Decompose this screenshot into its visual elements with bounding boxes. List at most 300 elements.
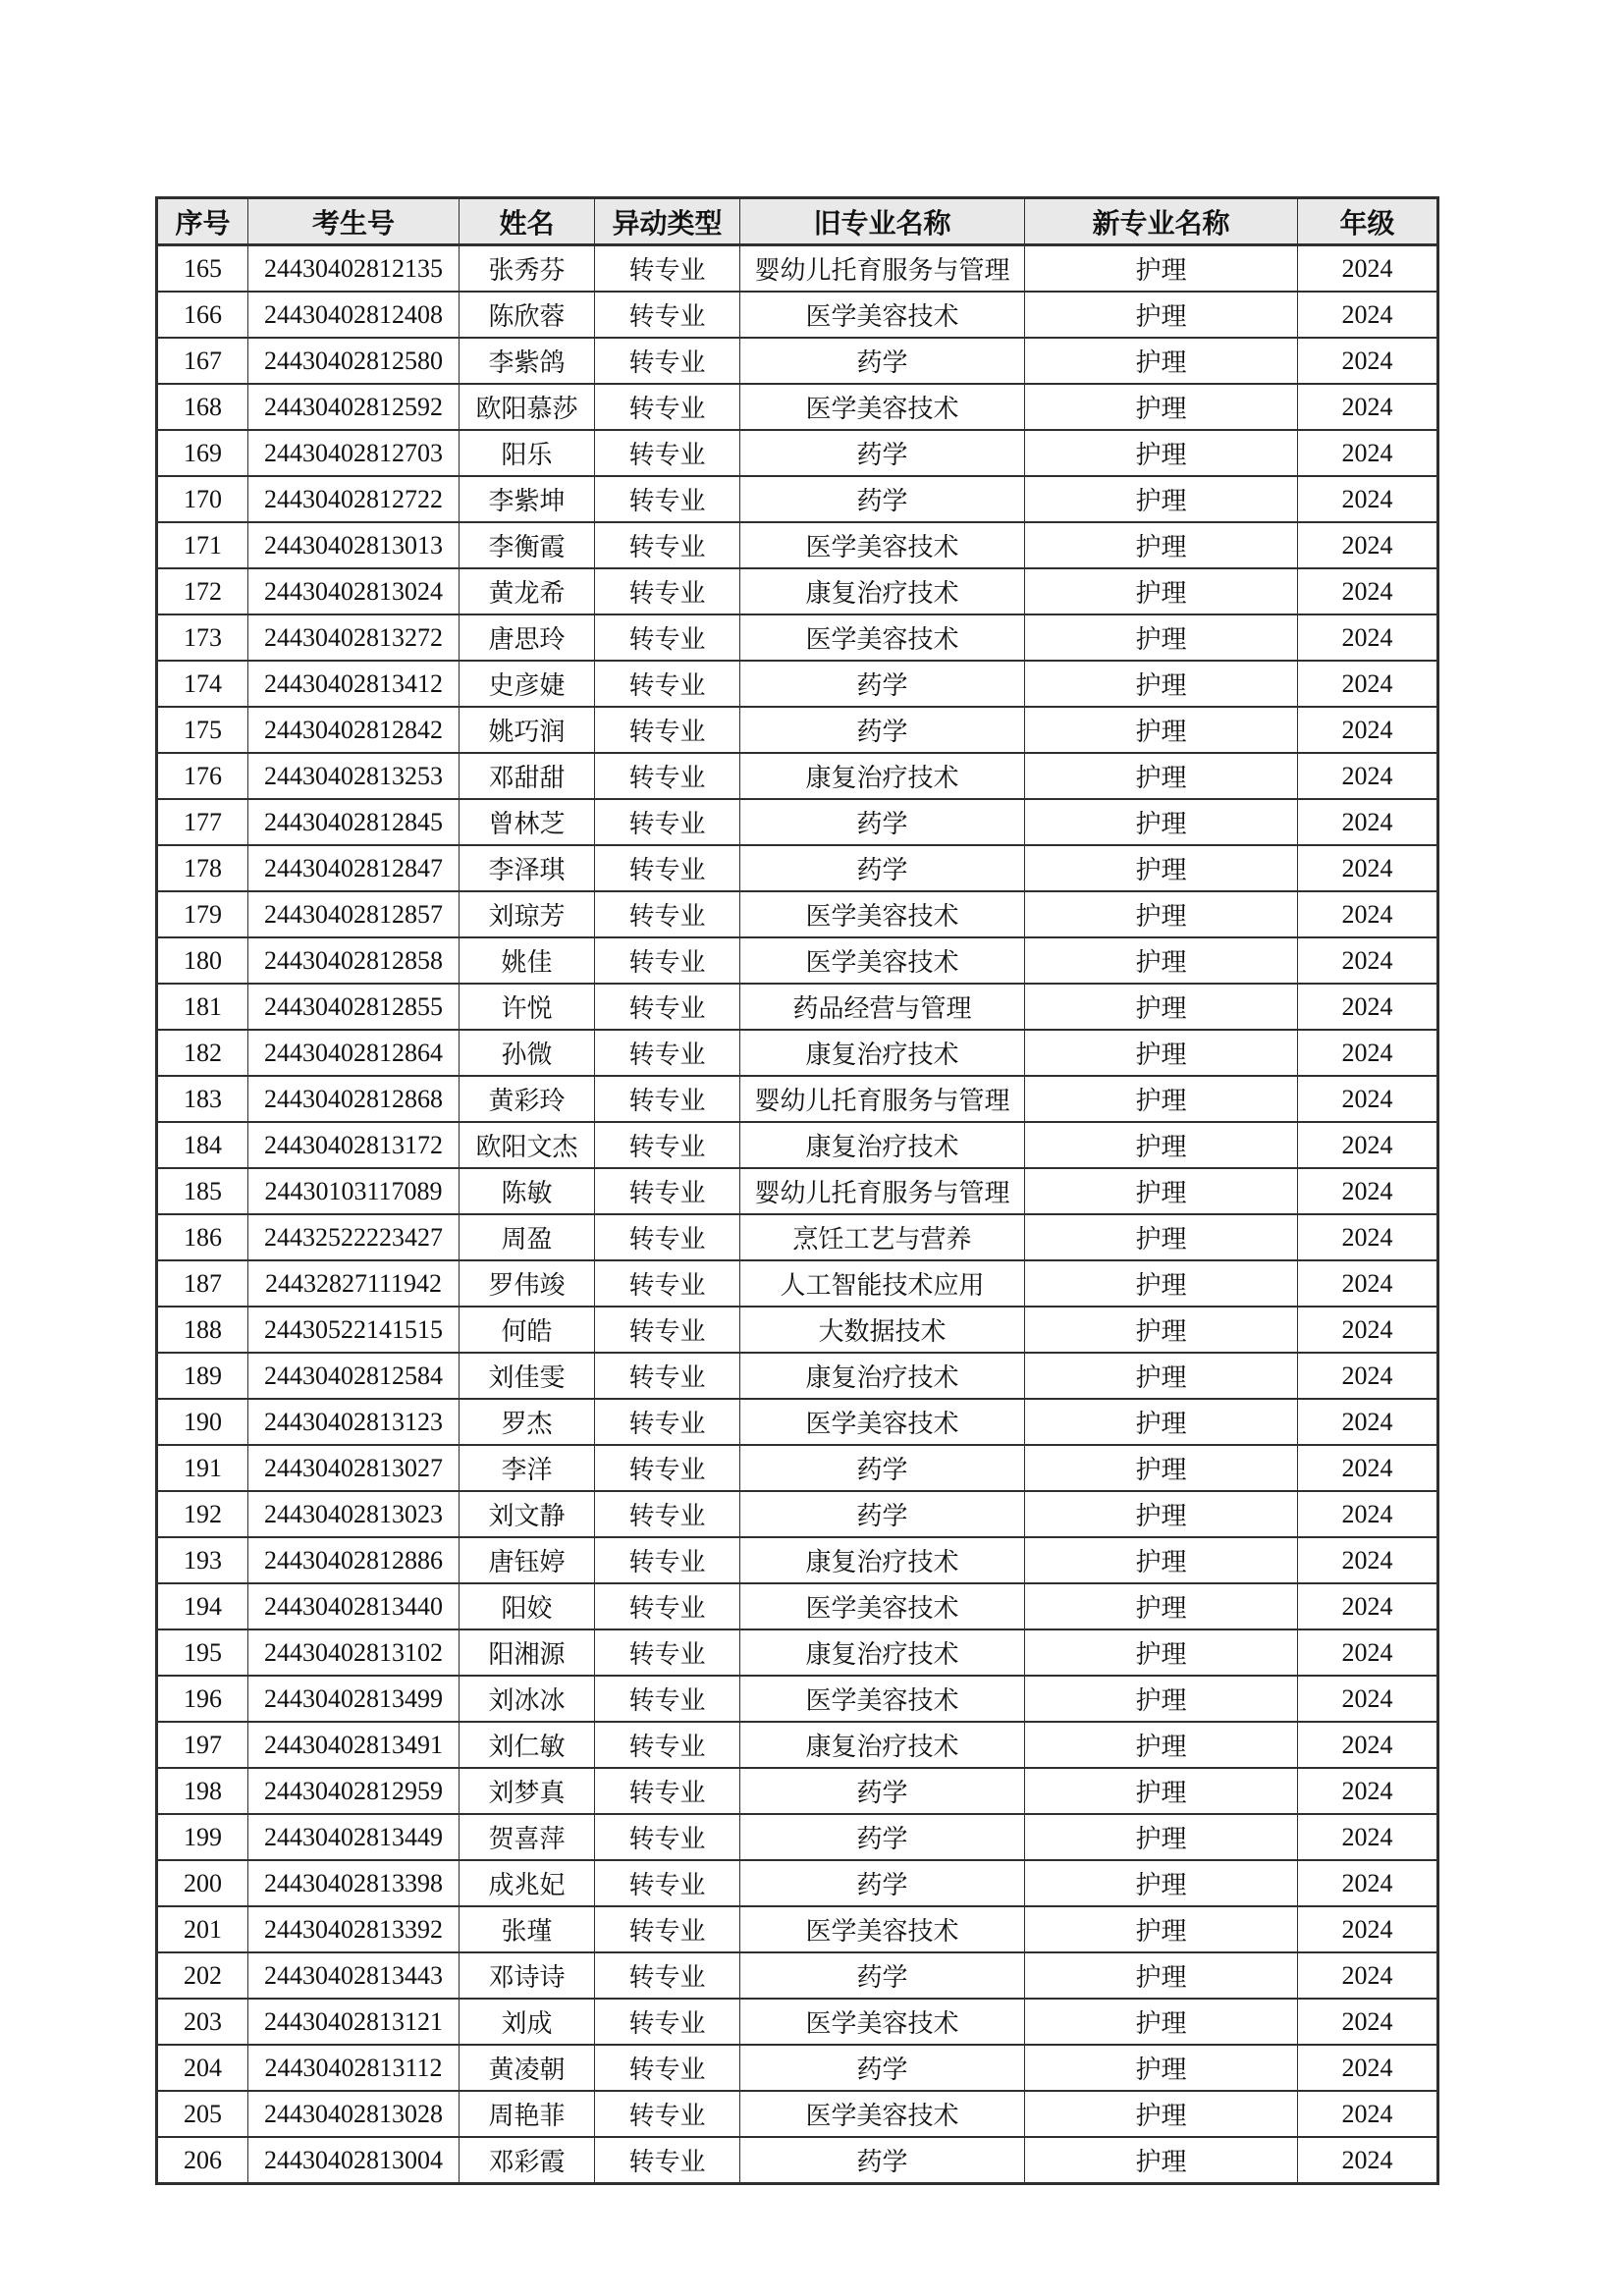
cell-change-type: 转专业 [595, 1906, 740, 1952]
cell-exam-id: 24430402812847 [248, 845, 460, 891]
cell-change-type: 转专业 [595, 2045, 740, 2091]
cell-grade: 2024 [1298, 1537, 1438, 1583]
cell-name: 周盈 [460, 1214, 595, 1260]
cell-change-type: 转专业 [595, 1860, 740, 1906]
cell-change-type: 转专业 [595, 891, 740, 937]
cell-change-type: 转专业 [595, 1537, 740, 1583]
cell-grade: 2024 [1298, 1445, 1438, 1491]
cell-new-major: 护理 [1025, 1214, 1298, 1260]
table-row [157, 661, 1438, 707]
cell-new-major: 护理 [1025, 292, 1298, 338]
table-row [157, 614, 1438, 661]
cell-change-type: 转专业 [595, 1030, 740, 1076]
cell-name: 李泽琪 [460, 845, 595, 891]
cell-index: 197 [157, 1722, 248, 1768]
cell-new-major: 护理 [1025, 568, 1298, 614]
table-header [157, 198, 1438, 245]
cell-new-major: 护理 [1025, 338, 1298, 384]
cell-change-type: 转专业 [595, 614, 740, 661]
table-row [157, 476, 1438, 522]
cell-exam-id: 24430402812886 [248, 1537, 460, 1583]
cell-exam-id: 24430402813398 [248, 1860, 460, 1906]
cell-change-type: 转专业 [595, 1168, 740, 1214]
cell-new-major: 护理 [1025, 430, 1298, 476]
cell-index: 169 [157, 430, 248, 476]
cell-change-type: 转专业 [595, 2137, 740, 2184]
cell-exam-id: 24430402812864 [248, 1030, 460, 1076]
cell-name: 曾林芝 [460, 799, 595, 845]
cell-grade: 2024 [1298, 1030, 1438, 1076]
table-row [157, 1491, 1438, 1537]
cell-old-major: 婴幼儿托育服务与管理 [740, 1168, 1025, 1214]
cell-index: 167 [157, 338, 248, 384]
cell-exam-id: 24430402813028 [248, 2091, 460, 2137]
cell-grade: 2024 [1298, 799, 1438, 845]
cell-old-major: 婴幼儿托育服务与管理 [740, 1076, 1025, 1122]
cell-index: 178 [157, 845, 248, 891]
cell-name: 刘仁敏 [460, 1722, 595, 1768]
cell-name: 刘梦真 [460, 1768, 595, 1814]
cell-name: 姚巧润 [460, 707, 595, 753]
column-header-exam-id: 考生号 [248, 198, 460, 245]
cell-change-type: 转专业 [595, 245, 740, 293]
cell-old-major: 药学 [740, 1445, 1025, 1491]
cell-name: 李衡霞 [460, 522, 595, 568]
cell-name: 刘文静 [460, 1491, 595, 1537]
cell-index: 193 [157, 1537, 248, 1583]
cell-old-major: 药学 [740, 661, 1025, 707]
cell-index: 198 [157, 1768, 248, 1814]
cell-new-major: 护理 [1025, 753, 1298, 799]
cell-new-major: 护理 [1025, 1676, 1298, 1722]
cell-change-type: 转专业 [595, 1214, 740, 1260]
table-row [157, 1860, 1438, 1906]
cell-index: 194 [157, 1583, 248, 1629]
cell-new-major: 护理 [1025, 1491, 1298, 1537]
cell-index: 179 [157, 891, 248, 937]
cell-change-type: 转专业 [595, 384, 740, 430]
cell-new-major: 护理 [1025, 1722, 1298, 1768]
cell-name: 阳乐 [460, 430, 595, 476]
cell-exam-id: 24430402812858 [248, 937, 460, 984]
cell-old-major: 康复治疗技术 [740, 1353, 1025, 1399]
cell-exam-id: 24430402813272 [248, 614, 460, 661]
table-row [157, 338, 1438, 384]
cell-new-major: 护理 [1025, 1999, 1298, 2045]
cell-name: 陈欣蓉 [460, 292, 595, 338]
cell-exam-id: 24430402813253 [248, 753, 460, 799]
cell-old-major: 药学 [740, 430, 1025, 476]
cell-grade: 2024 [1298, 1722, 1438, 1768]
cell-name: 阳姣 [460, 1583, 595, 1629]
cell-old-major: 医学美容技术 [740, 1399, 1025, 1445]
cell-index: 183 [157, 1076, 248, 1122]
cell-index: 171 [157, 522, 248, 568]
cell-change-type: 转专业 [595, 292, 740, 338]
cell-grade: 2024 [1298, 1399, 1438, 1445]
cell-index: 199 [157, 1814, 248, 1860]
cell-name: 孙微 [460, 1030, 595, 1076]
cell-grade: 2024 [1298, 292, 1438, 338]
header-row [157, 198, 1438, 245]
cell-old-major: 康复治疗技术 [740, 1629, 1025, 1676]
cell-name: 黄彩玲 [460, 1076, 595, 1122]
cell-change-type: 转专业 [595, 661, 740, 707]
cell-new-major: 护理 [1025, 1353, 1298, 1399]
cell-grade: 2024 [1298, 1076, 1438, 1122]
cell-name: 邓彩霞 [460, 2137, 595, 2184]
cell-new-major: 护理 [1025, 1768, 1298, 1814]
cell-grade: 2024 [1298, 1353, 1438, 1399]
cell-index: 191 [157, 1445, 248, 1491]
cell-grade: 2024 [1298, 1214, 1438, 1260]
cell-exam-id: 24430402813112 [248, 2045, 460, 2091]
cell-change-type: 转专业 [595, 1999, 740, 2045]
cell-old-major: 医学美容技术 [740, 891, 1025, 937]
cell-old-major: 药学 [740, 2137, 1025, 2184]
cell-change-type: 转专业 [595, 753, 740, 799]
cell-name: 欧阳慕莎 [460, 384, 595, 430]
table-row [157, 1445, 1438, 1491]
cell-name: 刘冰冰 [460, 1676, 595, 1722]
cell-exam-id: 24430402812842 [248, 707, 460, 753]
cell-old-major: 烹饪工艺与营养 [740, 1214, 1025, 1260]
cell-name: 李紫坤 [460, 476, 595, 522]
cell-old-major: 药学 [740, 1952, 1025, 1999]
cell-new-major: 护理 [1025, 1814, 1298, 1860]
cell-name: 唐思玲 [460, 614, 595, 661]
cell-name: 李洋 [460, 1445, 595, 1491]
cell-exam-id: 24430402813412 [248, 661, 460, 707]
table-row [157, 707, 1438, 753]
cell-new-major: 护理 [1025, 1076, 1298, 1122]
cell-name: 陈敏 [460, 1168, 595, 1214]
cell-new-major: 护理 [1025, 2137, 1298, 2184]
cell-exam-id: 24430402813491 [248, 1722, 460, 1768]
student-transfer-table [155, 196, 1439, 2185]
table-row [157, 1999, 1438, 2045]
cell-old-major: 康复治疗技术 [740, 753, 1025, 799]
cell-grade: 2024 [1298, 1168, 1438, 1214]
cell-exam-id: 24430402812959 [248, 1768, 460, 1814]
cell-change-type: 转专业 [595, 2091, 740, 2137]
cell-new-major: 护理 [1025, 2091, 1298, 2137]
cell-index: 206 [157, 2137, 248, 2184]
cell-exam-id: 24430402812584 [248, 1353, 460, 1399]
cell-old-major: 药学 [740, 476, 1025, 522]
cell-index: 189 [157, 1353, 248, 1399]
cell-grade: 2024 [1298, 614, 1438, 661]
column-header-name: 姓名 [460, 198, 595, 245]
cell-old-major: 婴幼儿托育服务与管理 [740, 245, 1025, 293]
cell-grade: 2024 [1298, 1676, 1438, 1722]
cell-change-type: 转专业 [595, 1260, 740, 1307]
cell-old-major: 康复治疗技术 [740, 568, 1025, 614]
cell-old-major: 康复治疗技术 [740, 1030, 1025, 1076]
cell-new-major: 护理 [1025, 937, 1298, 984]
cell-grade: 2024 [1298, 522, 1438, 568]
cell-change-type: 转专业 [595, 1076, 740, 1122]
table-row [157, 1307, 1438, 1353]
cell-name: 刘成 [460, 1999, 595, 2045]
cell-new-major: 护理 [1025, 1952, 1298, 1999]
cell-new-major: 护理 [1025, 1260, 1298, 1307]
cell-grade: 2024 [1298, 661, 1438, 707]
cell-old-major: 药品经营与管理 [740, 984, 1025, 1030]
cell-change-type: 转专业 [595, 522, 740, 568]
cell-exam-id: 24430402813123 [248, 1399, 460, 1445]
cell-new-major: 护理 [1025, 245, 1298, 293]
cell-name: 阳湘源 [460, 1629, 595, 1676]
table-row [157, 845, 1438, 891]
table-row [157, 799, 1438, 845]
cell-name: 邓诗诗 [460, 1952, 595, 1999]
cell-exam-id: 24432827111942 [248, 1260, 460, 1307]
cell-name: 周艳菲 [460, 2091, 595, 2137]
cell-change-type: 转专业 [595, 937, 740, 984]
cell-index: 184 [157, 1122, 248, 1168]
cell-index: 192 [157, 1491, 248, 1537]
cell-change-type: 转专业 [595, 1952, 740, 1999]
cell-old-major: 医学美容技术 [740, 384, 1025, 430]
cell-index: 166 [157, 292, 248, 338]
cell-change-type: 转专业 [595, 799, 740, 845]
cell-exam-id: 24430402812855 [248, 984, 460, 1030]
cell-grade: 2024 [1298, 2045, 1438, 2091]
cell-new-major: 护理 [1025, 1537, 1298, 1583]
cell-change-type: 转专业 [595, 1814, 740, 1860]
cell-old-major: 医学美容技术 [740, 1583, 1025, 1629]
cell-new-major: 护理 [1025, 384, 1298, 430]
cell-new-major: 护理 [1025, 1583, 1298, 1629]
cell-exam-id: 24430402813392 [248, 1906, 460, 1952]
table-row [157, 1353, 1438, 1399]
cell-index: 196 [157, 1676, 248, 1722]
cell-exam-id: 24430402813443 [248, 1952, 460, 1999]
cell-name: 欧阳文杰 [460, 1122, 595, 1168]
table-row [157, 568, 1438, 614]
cell-change-type: 转专业 [595, 430, 740, 476]
cell-index: 195 [157, 1629, 248, 1676]
cell-new-major: 护理 [1025, 1168, 1298, 1214]
cell-grade: 2024 [1298, 1768, 1438, 1814]
table-row [157, 1952, 1438, 1999]
cell-grade: 2024 [1298, 245, 1438, 293]
cell-index: 185 [157, 1168, 248, 1214]
cell-index: 190 [157, 1399, 248, 1445]
cell-exam-id: 24430402813024 [248, 568, 460, 614]
cell-new-major: 护理 [1025, 661, 1298, 707]
cell-change-type: 转专业 [595, 1491, 740, 1537]
cell-grade: 2024 [1298, 568, 1438, 614]
cell-exam-id: 24430402813102 [248, 1629, 460, 1676]
table-row [157, 1583, 1438, 1629]
table-row [157, 522, 1438, 568]
cell-index: 176 [157, 753, 248, 799]
cell-new-major: 护理 [1025, 1399, 1298, 1445]
cell-exam-id: 24430402812580 [248, 338, 460, 384]
table-row [157, 384, 1438, 430]
cell-old-major: 医学美容技术 [740, 1906, 1025, 1952]
cell-exam-id: 24430103117089 [248, 1168, 460, 1214]
cell-index: 174 [157, 661, 248, 707]
column-header-index: 序号 [157, 198, 248, 245]
cell-grade: 2024 [1298, 1952, 1438, 1999]
cell-exam-id: 24430402813023 [248, 1491, 460, 1537]
cell-new-major: 护理 [1025, 476, 1298, 522]
cell-grade: 2024 [1298, 845, 1438, 891]
cell-grade: 2024 [1298, 937, 1438, 984]
cell-grade: 2024 [1298, 1122, 1438, 1168]
cell-old-major: 医学美容技术 [740, 1999, 1025, 2045]
table-row [157, 1214, 1438, 1260]
cell-old-major: 医学美容技术 [740, 614, 1025, 661]
table-row [157, 1537, 1438, 1583]
cell-exam-id: 24430402813013 [248, 522, 460, 568]
table-row [157, 1260, 1438, 1307]
cell-index: 168 [157, 384, 248, 430]
table-row [157, 2045, 1438, 2091]
cell-grade: 2024 [1298, 1260, 1438, 1307]
cell-new-major: 护理 [1025, 799, 1298, 845]
cell-grade: 2024 [1298, 384, 1438, 430]
cell-new-major: 护理 [1025, 984, 1298, 1030]
cell-new-major: 护理 [1025, 1906, 1298, 1952]
cell-exam-id: 24430402812722 [248, 476, 460, 522]
cell-name: 黄龙希 [460, 568, 595, 614]
cell-exam-id: 24430402812868 [248, 1076, 460, 1122]
cell-new-major: 护理 [1025, 845, 1298, 891]
table-row [157, 2091, 1438, 2137]
cell-name: 许悦 [460, 984, 595, 1030]
table-row [157, 984, 1438, 1030]
cell-index: 202 [157, 1952, 248, 1999]
cell-grade: 2024 [1298, 476, 1438, 522]
cell-name: 罗伟竣 [460, 1260, 595, 1307]
cell-exam-id: 24432522223427 [248, 1214, 460, 1260]
cell-name: 何皓 [460, 1307, 595, 1353]
cell-change-type: 转专业 [595, 1445, 740, 1491]
cell-exam-id: 24430402812703 [248, 430, 460, 476]
table-row [157, 430, 1438, 476]
cell-change-type: 转专业 [595, 568, 740, 614]
cell-name: 贺喜萍 [460, 1814, 595, 1860]
cell-old-major: 药学 [740, 338, 1025, 384]
column-header-change-type: 异动类型 [595, 198, 740, 245]
cell-name: 张瑾 [460, 1906, 595, 1952]
cell-name: 姚佳 [460, 937, 595, 984]
table-row [157, 891, 1438, 937]
cell-index: 188 [157, 1307, 248, 1353]
cell-old-major: 药学 [740, 845, 1025, 891]
table-row [157, 1629, 1438, 1676]
table-row [157, 1676, 1438, 1722]
cell-new-major: 护理 [1025, 1860, 1298, 1906]
cell-old-major: 医学美容技术 [740, 522, 1025, 568]
cell-index: 181 [157, 984, 248, 1030]
cell-index: 175 [157, 707, 248, 753]
cell-name: 邓甜甜 [460, 753, 595, 799]
table-row [157, 1030, 1438, 1076]
cell-change-type: 转专业 [595, 1676, 740, 1722]
table-row [157, 937, 1438, 984]
cell-grade: 2024 [1298, 1814, 1438, 1860]
cell-exam-id: 24430402813027 [248, 1445, 460, 1491]
table-row [157, 292, 1438, 338]
cell-index: 177 [157, 799, 248, 845]
cell-name: 李紫鸽 [460, 338, 595, 384]
cell-index: 165 [157, 245, 248, 293]
cell-index: 172 [157, 568, 248, 614]
cell-old-major: 药学 [740, 2045, 1025, 2091]
cell-old-major: 人工智能技术应用 [740, 1260, 1025, 1307]
cell-name: 成兆妃 [460, 1860, 595, 1906]
cell-index: 173 [157, 614, 248, 661]
cell-grade: 2024 [1298, 1629, 1438, 1676]
column-header-grade: 年级 [1298, 198, 1438, 245]
cell-grade: 2024 [1298, 338, 1438, 384]
table-row [157, 753, 1438, 799]
table-row [157, 1076, 1438, 1122]
cell-grade: 2024 [1298, 1860, 1438, 1906]
cell-exam-id: 24430402812408 [248, 292, 460, 338]
cell-old-major: 药学 [740, 799, 1025, 845]
cell-exam-id: 24430402812592 [248, 384, 460, 430]
cell-index: 186 [157, 1214, 248, 1260]
cell-name: 刘佳雯 [460, 1353, 595, 1399]
table-row [157, 1768, 1438, 1814]
cell-old-major: 康复治疗技术 [740, 1122, 1025, 1168]
cell-exam-id: 24430402813440 [248, 1583, 460, 1629]
cell-new-major: 护理 [1025, 2045, 1298, 2091]
cell-old-major: 康复治疗技术 [740, 1722, 1025, 1768]
cell-index: 180 [157, 937, 248, 984]
cell-grade: 2024 [1298, 2137, 1438, 2184]
cell-new-major: 护理 [1025, 1307, 1298, 1353]
cell-name: 黄凌朝 [460, 2045, 595, 2091]
cell-index: 203 [157, 1999, 248, 2045]
cell-index: 187 [157, 1260, 248, 1307]
table-row [157, 1168, 1438, 1214]
cell-grade: 2024 [1298, 1999, 1438, 2045]
cell-old-major: 医学美容技术 [740, 292, 1025, 338]
cell-grade: 2024 [1298, 2091, 1438, 2137]
column-header-old-major: 旧专业名称 [740, 198, 1025, 245]
cell-change-type: 转专业 [595, 1768, 740, 1814]
cell-index: 200 [157, 1860, 248, 1906]
cell-index: 170 [157, 476, 248, 522]
cell-exam-id: 24430402813499 [248, 1676, 460, 1722]
table-body [157, 245, 1438, 2184]
cell-change-type: 转专业 [595, 1353, 740, 1399]
cell-index: 204 [157, 2045, 248, 2091]
cell-old-major: 大数据技术 [740, 1307, 1025, 1353]
cell-old-major: 药学 [740, 1814, 1025, 1860]
cell-grade: 2024 [1298, 984, 1438, 1030]
table-row [157, 2137, 1438, 2184]
cell-change-type: 转专业 [595, 1399, 740, 1445]
cell-grade: 2024 [1298, 1583, 1438, 1629]
cell-new-major: 护理 [1025, 614, 1298, 661]
cell-index: 205 [157, 2091, 248, 2137]
cell-new-major: 护理 [1025, 1629, 1298, 1676]
cell-change-type: 转专业 [595, 1583, 740, 1629]
cell-old-major: 医学美容技术 [740, 1676, 1025, 1722]
cell-old-major: 药学 [740, 1768, 1025, 1814]
cell-new-major: 护理 [1025, 1030, 1298, 1076]
cell-grade: 2024 [1298, 1491, 1438, 1537]
cell-old-major: 医学美容技术 [740, 2091, 1025, 2137]
